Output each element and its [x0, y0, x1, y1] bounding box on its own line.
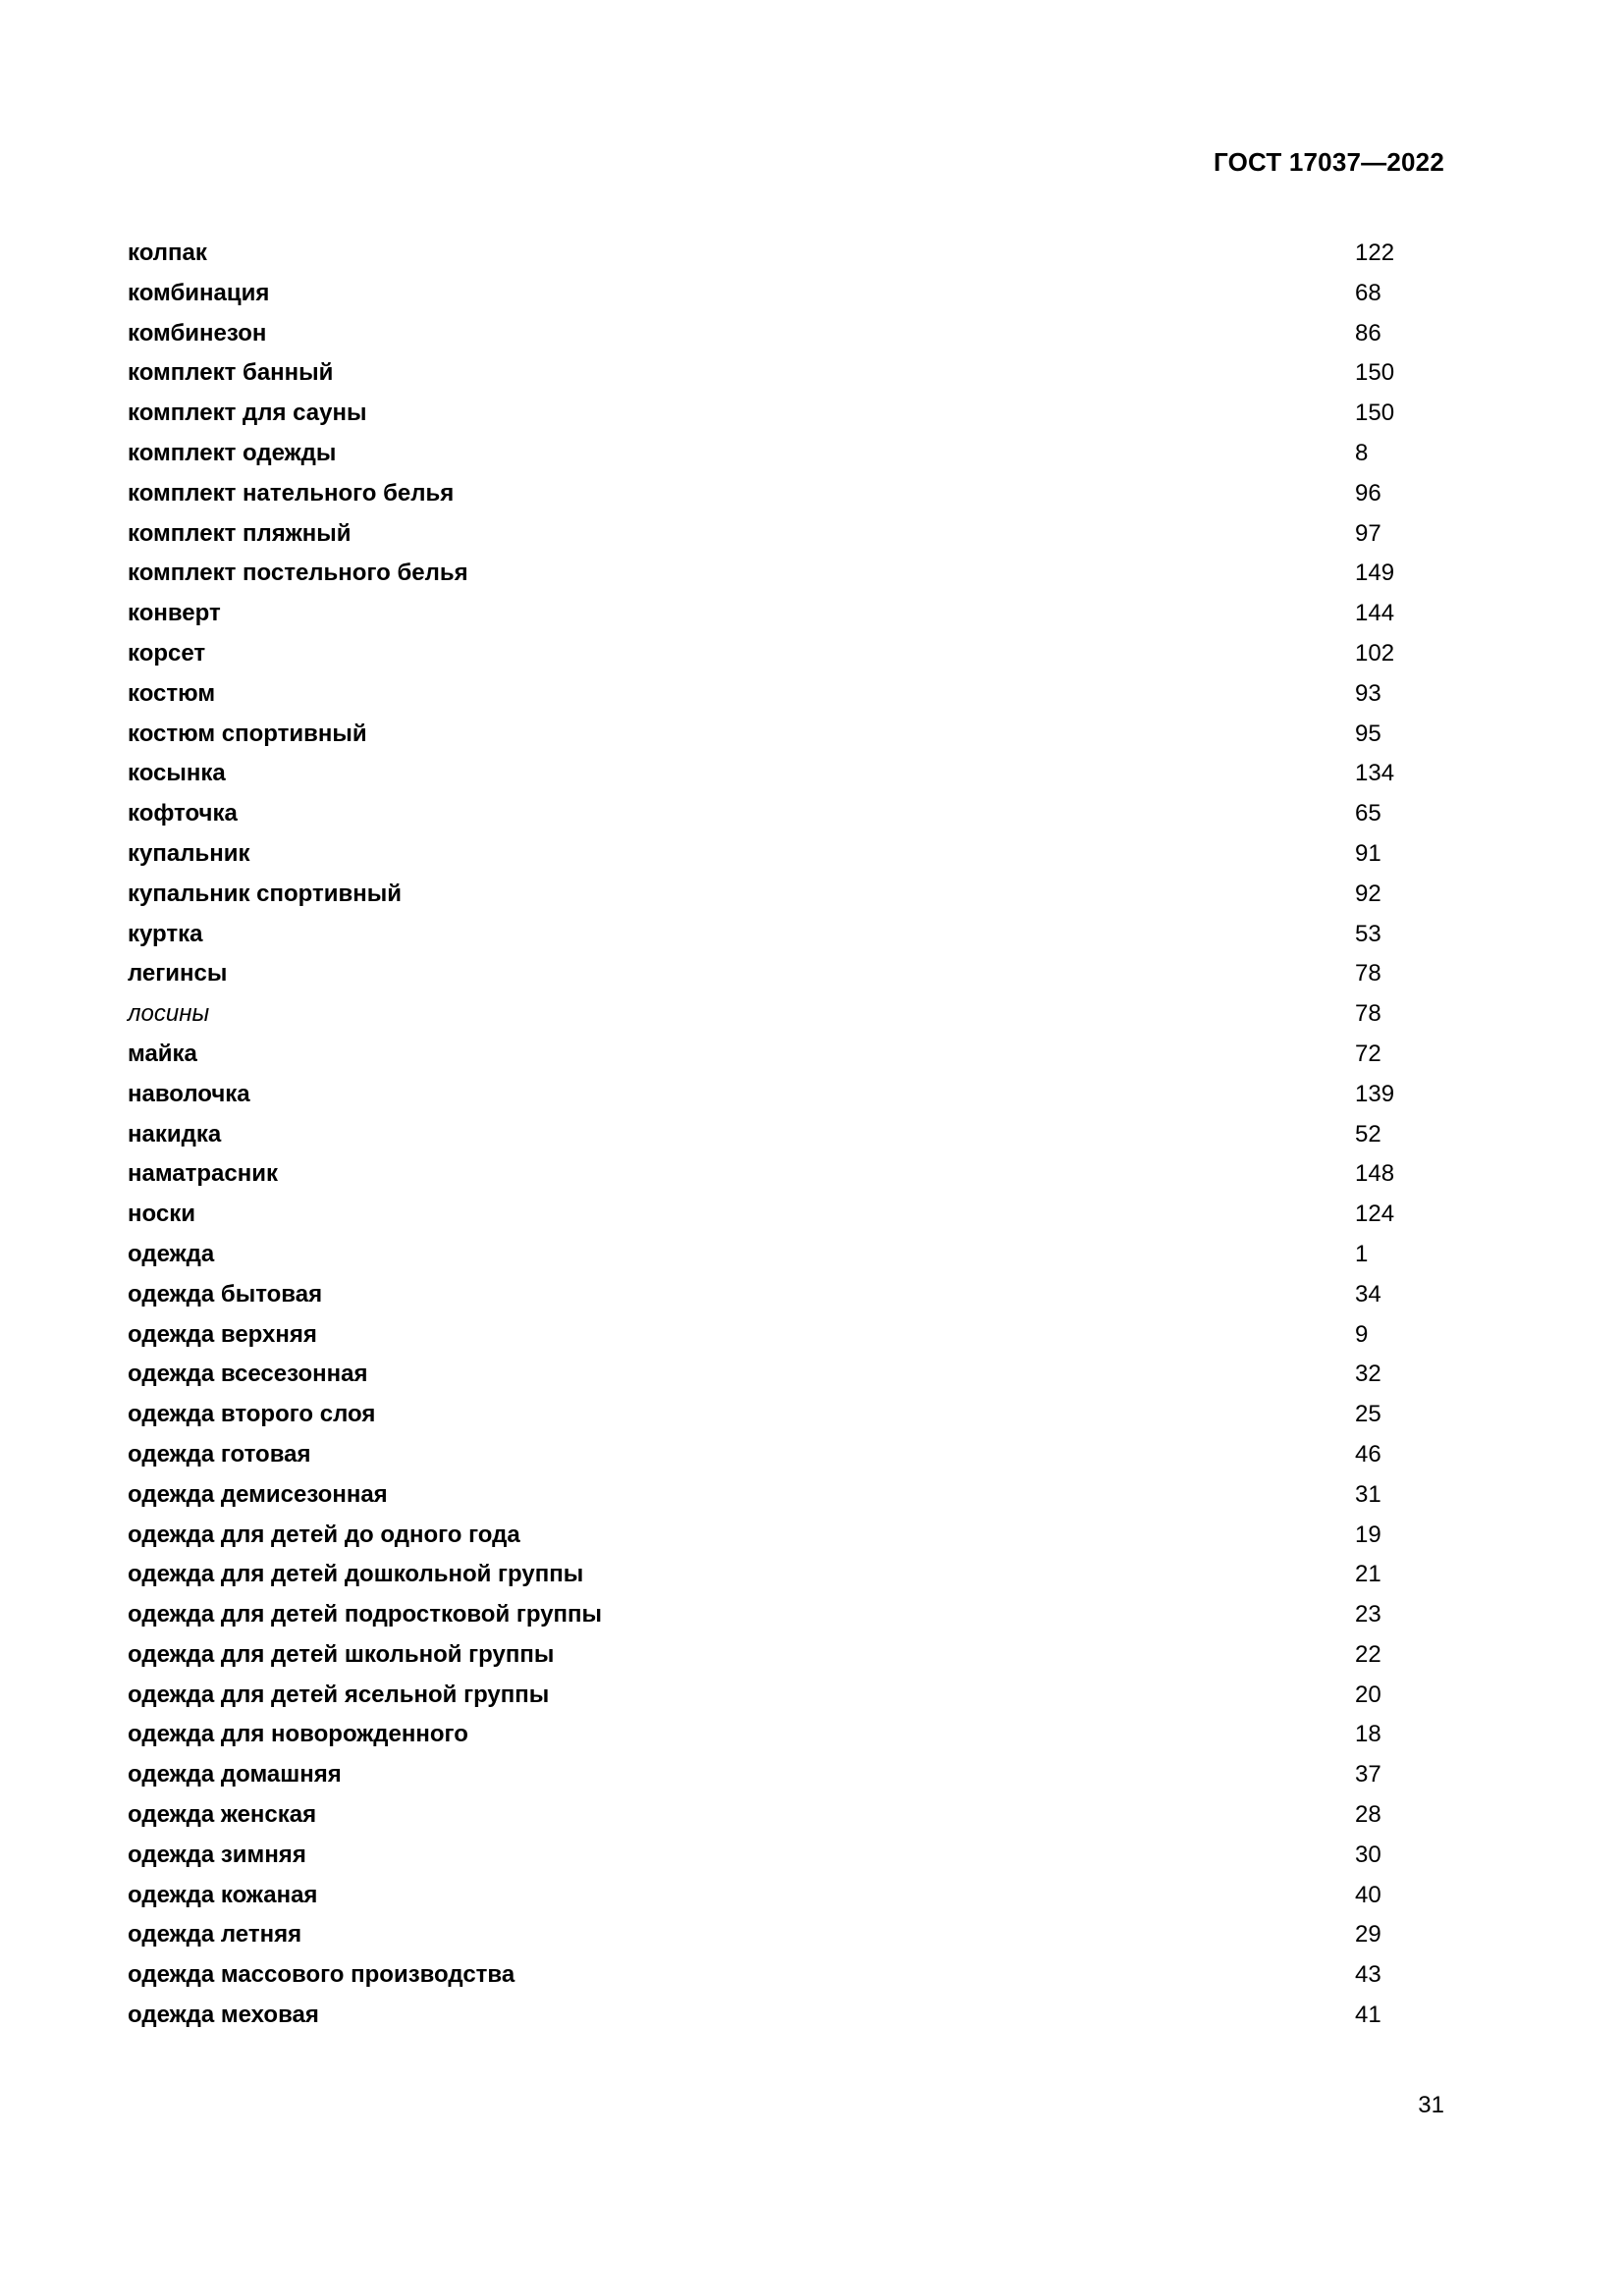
index-term-number: 96	[1355, 479, 1381, 507]
index-term: одежда домашняя	[128, 1761, 342, 1789]
index-entry	[128, 1039, 1404, 1079]
index-term-number: 139	[1355, 1080, 1395, 1107]
index-entry	[128, 678, 1404, 719]
index-entry	[128, 357, 1404, 398]
index-term: одежда верхняя	[128, 1320, 317, 1348]
index-term-number: 93	[1355, 679, 1381, 707]
index-term-number: 22	[1355, 1640, 1381, 1668]
index-term-number: 144	[1355, 600, 1395, 627]
index-term: конверт	[128, 600, 221, 627]
index-term-number: 92	[1355, 880, 1381, 907]
index-term-number: 53	[1355, 920, 1381, 947]
index-term: комплект банный	[128, 359, 334, 387]
index-term: одежда массового производства	[128, 1961, 515, 1989]
index-term: колпак	[128, 240, 207, 266]
index-term-number: 1	[1355, 1240, 1369, 1267]
index-term: одежда для детей ясельной группы	[128, 1681, 550, 1708]
index-term-number: 18	[1355, 1721, 1381, 1748]
index-entry	[128, 1439, 1404, 1479]
index-term-number: 52	[1355, 1120, 1381, 1148]
index-entry	[128, 758, 1404, 798]
index-term: комбинезон	[128, 319, 267, 347]
index-term: купальник спортивный	[128, 880, 402, 907]
index-term: одежда готовая	[128, 1440, 311, 1468]
index-entry	[128, 1239, 1404, 1279]
index-term: легинсы	[128, 960, 228, 988]
index-term: комплект нательного белья	[128, 479, 455, 507]
index-term: косынка	[128, 760, 226, 787]
index-entry	[128, 1199, 1404, 1239]
index-entry	[128, 879, 1404, 919]
index-term: комплект постельного белья	[128, 560, 468, 587]
index-entry	[128, 1840, 1404, 1880]
index-term-number: 29	[1355, 1921, 1381, 1949]
index-term-number: 9	[1355, 1320, 1369, 1348]
index-term-number: 97	[1355, 519, 1381, 547]
index-term-number: 134	[1355, 760, 1395, 787]
index-entry	[128, 998, 1404, 1039]
index-entry	[128, 1119, 1404, 1159]
index-term-number: 148	[1355, 1160, 1395, 1188]
index-term-number: 95	[1355, 720, 1381, 747]
index-term: комбинация	[128, 279, 270, 306]
index-term-number: 41	[1355, 2002, 1381, 2029]
index-entry	[128, 1880, 1404, 1920]
index-term-number: 19	[1355, 1521, 1381, 1548]
index-term-number: 23	[1355, 1601, 1381, 1629]
index-term: майка	[128, 1040, 197, 1067]
index-term: одежда для детей до одного года	[128, 1521, 520, 1548]
index-term-number: 124	[1355, 1201, 1395, 1228]
index-term: одежда демисезонная	[128, 1480, 388, 1508]
index-entry	[128, 838, 1404, 879]
index-entry	[128, 558, 1404, 598]
index-term: наволочка	[128, 1080, 250, 1107]
index-term: комплект пляжный	[128, 519, 352, 547]
index-term: одежда всесезонная	[128, 1361, 368, 1388]
index-term-number: 20	[1355, 1681, 1381, 1708]
index-term: одежда зимняя	[128, 1841, 306, 1868]
index-term: купальник	[128, 839, 250, 867]
index-term-number: 150	[1355, 359, 1395, 387]
index-entry	[128, 238, 1404, 278]
index-term-number: 72	[1355, 1040, 1381, 1067]
index-term: одежда кожаная	[128, 1881, 318, 1908]
index-term-number: 91	[1355, 839, 1381, 867]
index-term: наматрасник	[128, 1160, 278, 1188]
index-term-number: 86	[1355, 319, 1381, 347]
index-term: лосины	[128, 1000, 210, 1028]
index-term-number: 40	[1355, 1881, 1381, 1908]
index-term: одежда бытовая	[128, 1280, 323, 1308]
term-index-list	[128, 238, 1404, 2040]
index-term: костюм	[128, 679, 216, 707]
index-term-number: 122	[1355, 240, 1395, 266]
index-entry	[128, 438, 1404, 478]
page-number: 31	[1418, 2092, 1444, 2118]
index-term-number: 68	[1355, 279, 1381, 306]
index-entry	[128, 318, 1404, 358]
index-entry	[128, 1359, 1404, 1399]
index-term-number: 31	[1355, 1480, 1381, 1508]
index-entry	[128, 518, 1404, 559]
index-entry	[128, 1479, 1404, 1520]
index-term: костюм спортивный	[128, 720, 367, 747]
index-term-number: 46	[1355, 1440, 1381, 1468]
index-term-number: 25	[1355, 1401, 1381, 1428]
index-entry	[128, 398, 1404, 438]
index-term: одежда второго слоя	[128, 1401, 376, 1428]
index-term: корсет	[128, 639, 206, 667]
document-header: ГОСТ 17037—2022	[1214, 147, 1444, 177]
index-entry	[128, 1599, 1404, 1639]
index-term-number: 65	[1355, 800, 1381, 828]
index-entry	[128, 1279, 1404, 1319]
index-term-number: 78	[1355, 960, 1381, 988]
index-entry	[128, 478, 1404, 518]
index-entry	[128, 1959, 1404, 2000]
index-entry	[128, 638, 1404, 678]
index-term-number: 34	[1355, 1280, 1381, 1308]
index-entry	[128, 1719, 1404, 1759]
index-term: комплект одежды	[128, 439, 337, 466]
index-entry	[128, 1680, 1404, 1720]
index-entry	[128, 1399, 1404, 1439]
index-term-number: 43	[1355, 1961, 1381, 1989]
index-term-number: 102	[1355, 639, 1395, 667]
index-term-number: 30	[1355, 1841, 1381, 1868]
index-entry	[128, 1919, 1404, 1959]
index-term: накидка	[128, 1120, 222, 1148]
index-entry	[128, 1799, 1404, 1840]
index-term-number: 37	[1355, 1761, 1381, 1789]
index-entry	[128, 1759, 1404, 1799]
index-term: одежда женская	[128, 1801, 317, 1829]
index-entry	[128, 1559, 1404, 1599]
index-term: комплект для сауны	[128, 400, 367, 427]
index-term: одежда	[128, 1240, 215, 1267]
index-entry	[128, 598, 1404, 638]
index-term: кофточка	[128, 800, 238, 828]
index-term: одежда для детей школьной группы	[128, 1640, 555, 1668]
index-entry	[128, 1079, 1404, 1119]
index-term-number: 78	[1355, 1000, 1381, 1028]
index-entry	[128, 1319, 1404, 1360]
index-term-number: 149	[1355, 560, 1395, 587]
index-term: одежда для детей дошкольной группы	[128, 1561, 584, 1588]
index-entry	[128, 1158, 1404, 1199]
index-term-number: 28	[1355, 1801, 1381, 1829]
index-term: одежда летняя	[128, 1921, 302, 1949]
index-entry	[128, 1520, 1404, 1560]
index-term-number: 150	[1355, 400, 1395, 427]
index-term: одежда для новорожденного	[128, 1721, 468, 1748]
index-term: одежда для детей подростковой группы	[128, 1601, 603, 1629]
index-entry	[128, 2000, 1404, 2040]
index-term-number: 8	[1355, 439, 1369, 466]
index-entry	[128, 798, 1404, 838]
index-entry	[128, 278, 1404, 318]
index-entry	[128, 719, 1404, 759]
index-term-number: 32	[1355, 1361, 1381, 1388]
index-term: одежда меховая	[128, 2002, 319, 2029]
index-term: носки	[128, 1201, 195, 1228]
index-entry	[128, 919, 1404, 959]
index-term: куртка	[128, 920, 203, 947]
index-entry	[128, 958, 1404, 998]
index-term-number: 21	[1355, 1561, 1381, 1588]
index-entry	[128, 1639, 1404, 1680]
